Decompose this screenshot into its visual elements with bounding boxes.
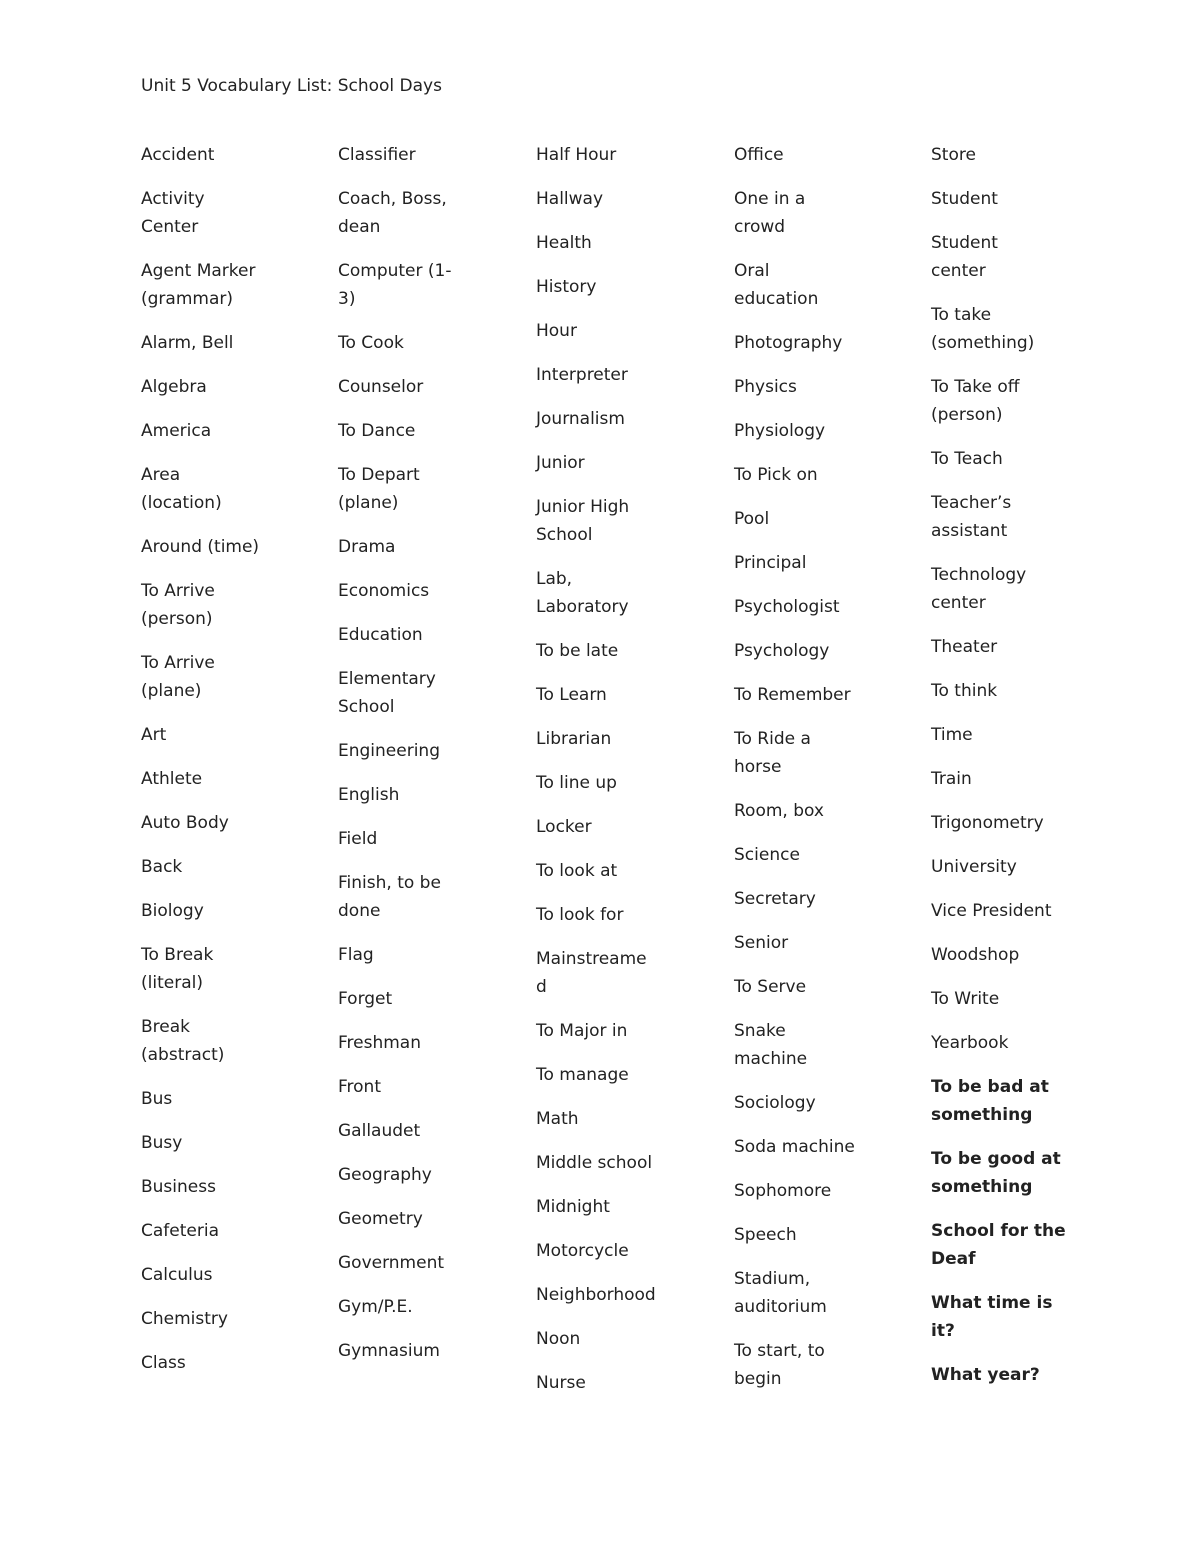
vocabulary-entry: Theater bbox=[931, 637, 998, 657]
vocabulary-entry: America bbox=[141, 421, 212, 441]
vocabulary-entry: Hour bbox=[536, 321, 577, 341]
vocabulary-entry: Lab, Laboratory bbox=[536, 569, 629, 617]
vocabulary-entry: Junior bbox=[536, 453, 585, 473]
vocabulary-entry: English bbox=[338, 785, 400, 805]
vocabulary-entry: Accident bbox=[141, 145, 215, 165]
vocabulary-entry: Nurse bbox=[536, 1373, 586, 1393]
vocabulary-entry: Cafeteria bbox=[141, 1221, 219, 1241]
vocabulary-entry: To Depart (plane) bbox=[338, 465, 420, 513]
vocabulary-entry: To be bad at something bbox=[931, 1077, 1049, 1125]
vocabulary-entry: Bus bbox=[141, 1089, 173, 1109]
vocabulary-entry: Calculus bbox=[141, 1265, 213, 1285]
vocabulary-entry: Math bbox=[536, 1109, 579, 1129]
vocabulary-entry: Stadium, auditorium bbox=[734, 1269, 827, 1317]
vocabulary-entry: Area (location) bbox=[141, 465, 222, 513]
vocabulary-entry: Chemistry bbox=[141, 1309, 228, 1329]
vocabulary-entry: Algebra bbox=[141, 377, 207, 397]
vocabulary-entry: To look at bbox=[536, 861, 618, 881]
vocabulary-entry: Auto Body bbox=[141, 813, 229, 833]
vocabulary-entry: Science bbox=[734, 845, 800, 865]
vocabulary-entry: Athlete bbox=[141, 769, 203, 789]
vocabulary-entry: Interpreter bbox=[536, 365, 628, 385]
vocabulary-entry: Field bbox=[338, 829, 378, 849]
vocabulary-entry: To Ride a horse bbox=[734, 729, 811, 777]
vocabulary-entry: To Take off (person) bbox=[931, 377, 1020, 425]
vocabulary-entry: Motorcycle bbox=[536, 1241, 629, 1261]
vocabulary-entry: Break (abstract) bbox=[141, 1017, 225, 1065]
vocabulary-entry: Trigonometry bbox=[931, 813, 1044, 833]
vocabulary-entry: Technology center bbox=[931, 565, 1027, 613]
vocabulary-entry: Government bbox=[338, 1253, 445, 1273]
vocabulary-entry: School for the Deaf bbox=[931, 1221, 1066, 1269]
vocabulary-entry: Librarian bbox=[536, 729, 612, 749]
vocabulary-entry: Speech bbox=[734, 1225, 797, 1245]
vocabulary-entry: Yearbook bbox=[931, 1033, 1009, 1053]
vocabulary-entry: To Arrive (person) bbox=[141, 581, 215, 629]
vocabulary-entry: Elementary School bbox=[338, 669, 436, 717]
document-title: Unit 5 Vocabulary List: School Days bbox=[141, 76, 442, 96]
vocabulary-entry: Biology bbox=[141, 901, 204, 921]
vocabulary-entry: Engineering bbox=[338, 741, 440, 761]
vocabulary-entry: Front bbox=[338, 1077, 381, 1097]
vocabulary-entry: Train bbox=[931, 769, 972, 789]
vocabulary-entry: Midnight bbox=[536, 1197, 610, 1217]
vocabulary-entry: Freshman bbox=[338, 1033, 421, 1053]
vocabulary-entry: Oral education bbox=[734, 261, 819, 309]
vocabulary-entry: To Arrive (plane) bbox=[141, 653, 215, 701]
vocabulary-entry: Time bbox=[931, 725, 973, 745]
vocabulary-entry: What year? bbox=[931, 1365, 1040, 1385]
vocabulary-entry: Soda machine bbox=[734, 1137, 855, 1157]
vocabulary-entry: Room, box bbox=[734, 801, 824, 821]
vocabulary-entry: Senior bbox=[734, 933, 789, 953]
vocabulary-entry: Gallaudet bbox=[338, 1121, 421, 1141]
vocabulary-entry: To Pick on bbox=[734, 465, 818, 485]
vocabulary-entry: What time is it? bbox=[931, 1293, 1053, 1341]
vocabulary-entry: Student center bbox=[931, 233, 998, 281]
vocabulary-entry: To manage bbox=[536, 1065, 629, 1085]
vocabulary-entry: Forget bbox=[338, 989, 393, 1009]
vocabulary-entry: Journalism bbox=[536, 409, 625, 429]
vocabulary-entry: Gym/P.E. bbox=[338, 1297, 413, 1317]
vocabulary-entry: To start, to begin bbox=[734, 1341, 825, 1389]
vocabulary-entry: Art bbox=[141, 725, 167, 745]
vocabulary-entry: University bbox=[931, 857, 1017, 877]
vocabulary-entry: To Dance bbox=[338, 421, 416, 441]
vocabulary-entry: Photography bbox=[734, 333, 843, 353]
vocabulary-entry: Psychology bbox=[734, 641, 830, 661]
vocabulary-entry: To Major in bbox=[536, 1021, 628, 1041]
vocabulary-entry: To Write bbox=[931, 989, 1000, 1009]
vocabulary-entry: Store bbox=[931, 145, 976, 165]
vocabulary-entry: Teacher’s assistant bbox=[931, 493, 1012, 541]
vocabulary-entry: Counselor bbox=[338, 377, 424, 397]
vocabulary-entry: To Teach bbox=[931, 449, 1003, 469]
vocabulary-entry: To be good at something bbox=[931, 1149, 1061, 1197]
vocabulary-entry: Around (time) bbox=[141, 537, 260, 557]
vocabulary-entry: History bbox=[536, 277, 597, 297]
vocabulary-entry: Principal bbox=[734, 553, 807, 573]
vocabulary-entry: Hallway bbox=[536, 189, 604, 209]
vocabulary-entry: Back bbox=[141, 857, 183, 877]
vocabulary-entry: To be late bbox=[536, 641, 619, 661]
vocabulary-entry: Coach, Boss, dean bbox=[338, 189, 447, 237]
vocabulary-entry: Sophomore bbox=[734, 1181, 832, 1201]
vocabulary-entry: Health bbox=[536, 233, 592, 253]
vocabulary-entry: Economics bbox=[338, 581, 430, 601]
vocabulary-entry: Computer (1- 3) bbox=[338, 261, 452, 309]
vocabulary-entry: Secretary bbox=[734, 889, 816, 909]
vocabulary-entry: Half Hour bbox=[536, 145, 617, 165]
vocabulary-entry: Office bbox=[734, 145, 784, 165]
vocabulary-entry: To line up bbox=[536, 773, 617, 793]
vocabulary-entry: Class bbox=[141, 1353, 186, 1373]
vocabulary-entry: Sociology bbox=[734, 1093, 816, 1113]
vocabulary-entry: To Serve bbox=[734, 977, 807, 997]
vocabulary-entry: Noon bbox=[536, 1329, 581, 1349]
vocabulary-entry: To take (something) bbox=[931, 305, 1035, 353]
vocabulary-entry: To Cook bbox=[338, 333, 404, 353]
vocabulary-entry: To think bbox=[931, 681, 998, 701]
vocabulary-entry: Flag bbox=[338, 945, 374, 965]
vocabulary-entry: Locker bbox=[536, 817, 592, 837]
vocabulary-entry: Vice President bbox=[931, 901, 1052, 921]
vocabulary-entry: Gymnasium bbox=[338, 1341, 440, 1361]
vocabulary-entry: Activity Center bbox=[141, 189, 205, 237]
vocabulary-entry: Drama bbox=[338, 537, 396, 557]
vocabulary-entry: Neighborhood bbox=[536, 1285, 656, 1305]
vocabulary-entry: Busy bbox=[141, 1133, 183, 1153]
vocabulary-entry: To Remember bbox=[734, 685, 851, 705]
vocabulary-entry: Mainstreame d bbox=[536, 949, 647, 997]
vocabulary-entry: Pool bbox=[734, 509, 770, 529]
vocabulary-entry: Woodshop bbox=[931, 945, 1020, 965]
vocabulary-entry: Physiology bbox=[734, 421, 826, 441]
vocabulary-entry: Middle school bbox=[536, 1153, 653, 1173]
vocabulary-entry: To Break (literal) bbox=[141, 945, 214, 993]
vocabulary-entry: Junior High School bbox=[536, 497, 630, 545]
vocabulary-entry: One in a crowd bbox=[734, 189, 806, 237]
vocabulary-entry: Geometry bbox=[338, 1209, 423, 1229]
vocabulary-entry: Snake machine bbox=[734, 1021, 808, 1069]
vocabulary-entry: To Learn bbox=[536, 685, 607, 705]
vocabulary-entry: Geography bbox=[338, 1165, 432, 1185]
vocabulary-entry: Agent Marker (grammar) bbox=[141, 261, 256, 309]
vocabulary-entry: To look for bbox=[536, 905, 624, 925]
vocabulary-entry: Physics bbox=[734, 377, 797, 397]
vocabulary-entry: Alarm, Bell bbox=[141, 333, 234, 353]
vocabulary-entry: Psychologist bbox=[734, 597, 840, 617]
vocabulary-entry: Finish, to be done bbox=[338, 873, 441, 921]
vocabulary-entry: Classifier bbox=[338, 145, 416, 165]
vocabulary-entry: Business bbox=[141, 1177, 216, 1197]
vocabulary-entry: Education bbox=[338, 625, 423, 645]
vocabulary-entry: Student bbox=[931, 189, 998, 209]
